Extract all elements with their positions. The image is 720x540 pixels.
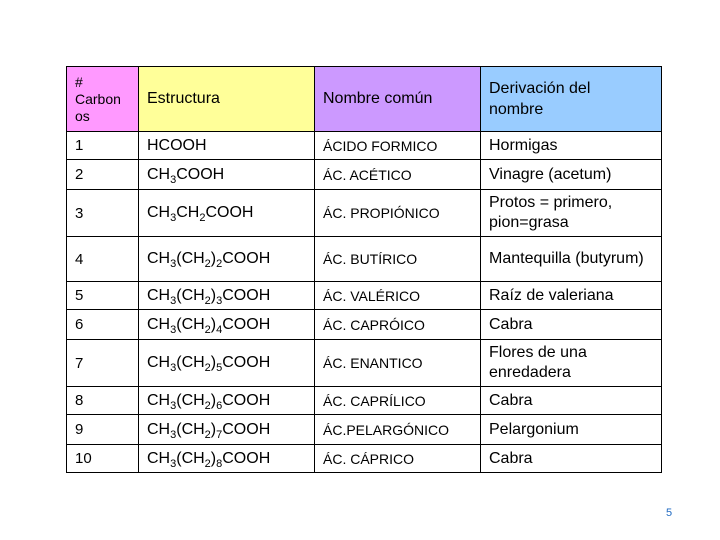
formula-segment: CH — [147, 315, 171, 333]
formula-segment: ) — [210, 354, 217, 371]
derivation-cell: Raíz de valeriana — [481, 282, 662, 310]
formula-subscript: 2 — [204, 362, 211, 374]
formula-subscript: 2 — [204, 323, 211, 336]
carbon-count-cell: 7 — [67, 340, 139, 387]
formula-segment: ) — [210, 315, 217, 333]
formula-segment: COOH — [222, 315, 271, 333]
formula-segment: (CH — [176, 391, 205, 409]
formula-segment: COOH — [222, 449, 271, 467]
structure-cell — [139, 190, 315, 237]
derivation-cell: Protos = primero, pion=grasa — [481, 190, 662, 237]
formula-segment: (CH — [176, 449, 205, 467]
table-row — [67, 445, 662, 473]
structure-cell — [139, 160, 315, 190]
formula-segment: (CH — [176, 250, 205, 267]
formula-subscript: 3 — [170, 323, 177, 336]
formula-segment: CH — [147, 449, 171, 467]
formula-subscript: 3 — [170, 173, 177, 186]
common-name-cell: ÁC. VALÉRICO — [315, 282, 481, 310]
header-carbon-count-label: # Carbon os — [75, 73, 121, 124]
derivation-cell: Cabra — [481, 310, 662, 340]
formula-subscript: 3 — [216, 294, 223, 307]
common-name-cell: ÁC.PELARGÓNICO — [315, 415, 481, 445]
structure-cell — [139, 310, 315, 340]
common-name-cell: ÁC. CÁPRICO — [315, 445, 481, 473]
formula-subscript: 6 — [216, 399, 223, 412]
carbon-count-cell: 1 — [67, 132, 139, 160]
derivation-cell: Pelargonium — [481, 415, 662, 445]
formula-segment: CH — [147, 204, 171, 221]
common-name-cell: ÁC. CAPRÓICO — [315, 310, 481, 340]
formula-subscript: 3 — [170, 294, 177, 307]
common-name-cell: ÁC. CAPRÍLICO — [315, 387, 481, 415]
formula-subscript: 2 — [204, 258, 211, 270]
formula-segment: CH — [147, 250, 171, 267]
formula-segment: CH — [147, 165, 171, 183]
formula-segment: COOH — [176, 165, 225, 183]
formula-segment: (CH — [176, 420, 205, 438]
carbon-count-cell: 2 — [67, 160, 139, 190]
structure-cell — [139, 387, 315, 415]
structure-cell — [139, 340, 315, 387]
derivation-cell: Cabra — [481, 387, 662, 415]
table-row — [67, 415, 662, 445]
derivation-cell: Vinagre (acetum) — [481, 160, 662, 190]
structure-cell — [139, 282, 315, 310]
formula-subscript: 2 — [204, 428, 211, 441]
structure-cell — [139, 132, 315, 160]
common-name-cell: ÁC. ACÉTICO — [315, 160, 481, 190]
carbon-count-cell: 10 — [67, 445, 139, 473]
formula-segment: COOH — [222, 354, 271, 371]
formula-segment: CH — [147, 391, 171, 409]
common-name-cell: ÁCIDO FORMICO — [315, 132, 481, 160]
structure-cell — [139, 237, 315, 282]
formula-segment: ) — [210, 391, 217, 409]
common-name-cell: ÁC. PROPIÓNICO — [315, 190, 481, 237]
derivation-cell: Mantequilla (butyrum) — [481, 237, 662, 282]
formula-segment: CH — [147, 286, 171, 304]
derivation-cell: Flores de una enredadera — [481, 340, 662, 387]
formula-subscript: 2 — [199, 212, 206, 224]
formula-subscript: 3 — [170, 362, 177, 374]
common-name-cell: ÁC. BUTÍRICO — [315, 237, 481, 282]
formula-subscript: 3 — [170, 212, 177, 224]
structure-cell — [139, 415, 315, 445]
table-row — [67, 340, 662, 387]
formula-subscript: 3 — [170, 428, 177, 441]
derivation-cell: Hormigas — [481, 132, 662, 160]
formula-segment: (CH — [176, 354, 205, 371]
carbon-count-cell: 6 — [67, 310, 139, 340]
carbon-count-cell: 4 — [67, 237, 139, 282]
formula-subscript: 8 — [216, 457, 223, 470]
formula-segment: HCOOH — [147, 136, 207, 154]
fatty-acids-table — [66, 66, 662, 473]
header-carbon-count — [67, 67, 139, 132]
formula-segment: ) — [210, 420, 217, 438]
table-row — [67, 387, 662, 415]
formula-segment: (CH — [176, 286, 205, 304]
formula-segment: COOH — [222, 391, 271, 409]
table-row — [67, 237, 662, 282]
carbon-count-cell: 5 — [67, 282, 139, 310]
formula-segment: ) — [210, 449, 217, 467]
table-row — [67, 310, 662, 340]
formula-subscript: 2 — [204, 457, 211, 470]
formula-subscript: 3 — [170, 258, 177, 270]
carbon-count-cell: 3 — [67, 190, 139, 237]
formula-segment: COOH — [222, 286, 271, 304]
formula-segment: COOH — [222, 420, 271, 438]
formula-subscript: 3 — [170, 457, 177, 470]
carbon-count-cell: 8 — [67, 387, 139, 415]
formula-segment: (CH — [176, 315, 205, 333]
formula-subscript: 2 — [216, 258, 223, 270]
formula-subscript: 7 — [216, 428, 223, 441]
table-row — [67, 132, 662, 160]
formula-segment: COOH — [205, 204, 254, 221]
table-row — [67, 160, 662, 190]
page-number: 5 — [666, 507, 673, 519]
common-name-cell: ÁC. ENANTICO — [315, 340, 481, 387]
formula-subscript: 5 — [216, 362, 223, 374]
formula-segment: CH — [176, 204, 200, 221]
header-row — [67, 67, 662, 132]
header-structure: Estructura — [139, 67, 315, 132]
carbon-count-cell: 9 — [67, 415, 139, 445]
table-row — [67, 190, 662, 237]
formula-segment: COOH — [222, 250, 271, 267]
formula-segment: CH — [147, 420, 171, 438]
formula-segment: ) — [210, 250, 217, 267]
table-row — [67, 282, 662, 310]
formula-segment: CH — [147, 354, 171, 371]
structure-cell — [139, 445, 315, 473]
header-common-name: Nombre común — [315, 67, 481, 132]
formula-subscript: 3 — [170, 399, 177, 412]
formula-subscript: 4 — [216, 323, 223, 336]
formula-subscript: 2 — [204, 399, 211, 412]
formula-segment: ) — [210, 286, 217, 304]
derivation-cell: Cabra — [481, 445, 662, 473]
header-name-derivation: Derivación del nombre — [481, 67, 662, 132]
formula-subscript: 2 — [204, 294, 211, 307]
